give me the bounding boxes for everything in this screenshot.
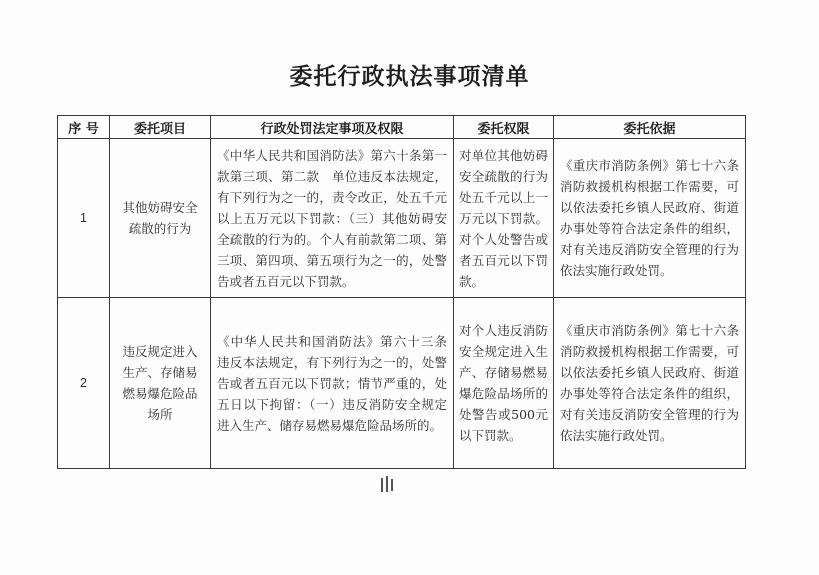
table-row: [58, 298, 746, 469]
row-matter-cell: 《中华人民共和国消防法》第六十三条 违反本法规定，有下列行为之一的，处警告或者五百元以下罚款；情节严重的，处五日以下拘留：（一）违反消防安全规定进入生产、储存易燃易爆危险品场所的。: [211, 298, 454, 469]
row-matter-cell: 《中华人民共和国消防法》第六十条第一款第三项、第二款 单位违反本法规定，有下列行为之一的，责令改正，处五千元以上五万元以下罚款：（三）其他妨碍安全疏散的行为的。个人有前款第二项、第三项、第四项、第五项行为之一的，处警告或者五百元以下罚款。: [211, 139, 454, 298]
row-authority-cell: 对个人违反消防安全规定进入生产、存储易燃易爆危险品场所的处警告或500元以下罚款。: [454, 298, 554, 469]
header-seq: 序 号: [58, 116, 110, 139]
scan-artifact-mark: [391, 479, 393, 491]
header-basis: 委托依据: [554, 116, 746, 139]
header-authority: 委托权限: [454, 116, 554, 139]
row-basis-cell: 《重庆市消防条例》第七十六条 消防救援机构根据工作需要，可以依法委托乡镇人民政府、街道办事处等符合法定条件的组织，对有关违反消防安全管理的行为依法实施行政处罚。: [554, 298, 746, 469]
row-basis-cell: 《重庆市消防条例》第七十六条 消防救援机构根据工作需要，可以依法委托乡镇人民政府、街道办事处等符合法定条件的组织，对有关违反消防安全管理的行为依法实施行政处罚。: [554, 139, 746, 298]
table-header-row: [58, 116, 746, 139]
table-row: [58, 139, 746, 298]
row-authority-cell: 对单位其他妨碍安全疏散的行为处五千元以上一万元以下罚款。对个人处警告或者五百元以下罚款。: [454, 139, 554, 298]
page-title: 委托行政执法事项清单: [289, 63, 530, 90]
row-item-cell: 其他妨碍安全疏散的行为: [110, 139, 211, 298]
scan-artifact-mark: [386, 476, 388, 492]
header-item: 委托项目: [110, 116, 211, 139]
delegation-table: [57, 115, 752, 469]
row-seq-cell: 1: [58, 139, 110, 298]
row-seq-cell: 2: [58, 298, 110, 469]
scan-artifact-mark: [381, 478, 383, 492]
row-item-cell: 违反规定进入生产、存储易燃易爆危险品场所: [110, 298, 211, 469]
header-matter: 行政处罚法定事项及权限: [211, 116, 454, 139]
